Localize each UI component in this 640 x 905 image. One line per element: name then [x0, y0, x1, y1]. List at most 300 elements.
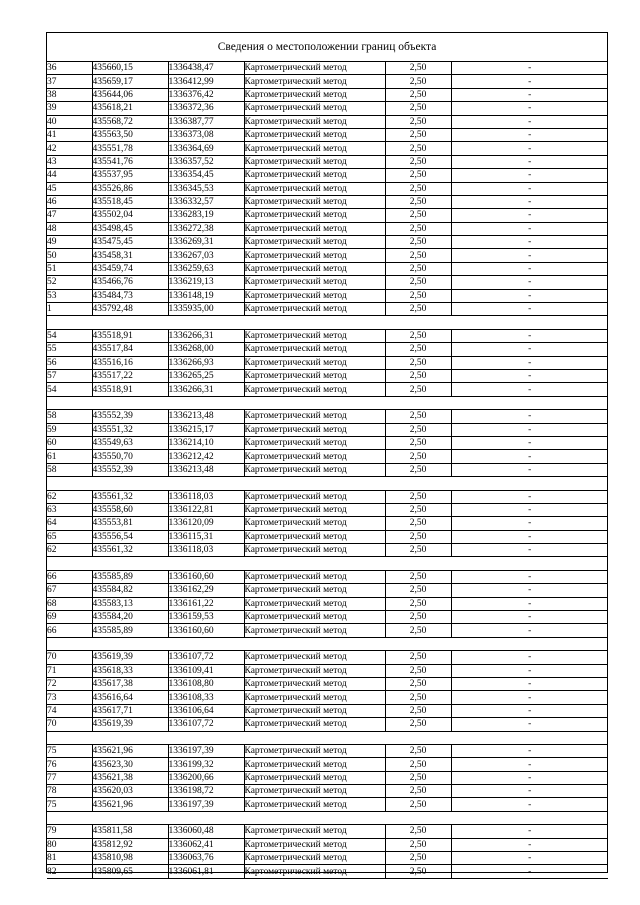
table-row	[47, 838, 608, 851]
coord-y-cell: 1336108,33	[168, 691, 244, 704]
error-value-cell: 2,50	[385, 303, 451, 316]
description-cell: -	[451, 651, 608, 664]
error-value-cell: 2,50	[385, 611, 451, 624]
description-cell: -	[451, 343, 608, 356]
point-number-cell: 42	[47, 142, 92, 155]
error-value-cell: 2,50	[385, 584, 451, 597]
error-value-cell: 2,50	[385, 236, 451, 249]
coord-y-cell: 1336197,39	[168, 798, 244, 811]
coord-x-cell: 435553,81	[92, 517, 168, 530]
description-cell: -	[451, 128, 608, 141]
method-cell: Картометрический метод	[244, 490, 385, 503]
method-cell: Картометрический метод	[244, 182, 385, 195]
method-cell: Картометрический метод	[244, 102, 385, 115]
point-number-cell: 58	[47, 463, 92, 476]
method-cell: Картометрический метод	[244, 664, 385, 677]
error-value-cell: 2,50	[385, 463, 451, 476]
method-cell: Картометрический метод	[244, 758, 385, 771]
point-number-cell: 70	[47, 718, 92, 731]
coord-x-cell: 435620,03	[92, 785, 168, 798]
description-cell: -	[451, 249, 608, 262]
description-cell: -	[451, 222, 608, 235]
point-number-cell: 43	[47, 155, 92, 168]
table-row	[47, 195, 608, 208]
error-value-cell: 2,50	[385, 343, 451, 356]
coord-y-cell: 1336219,13	[168, 276, 244, 289]
table-row	[47, 597, 608, 610]
table-row	[47, 142, 608, 155]
table-row	[47, 758, 608, 771]
table-row	[47, 410, 608, 423]
separator-cell	[47, 316, 608, 329]
error-value-cell: 2,50	[385, 195, 451, 208]
coord-x-cell: 435466,76	[92, 276, 168, 289]
table-row	[47, 450, 608, 463]
coord-x-cell: 435617,71	[92, 704, 168, 717]
table-row	[47, 249, 608, 262]
coord-y-cell: 1336118,03	[168, 490, 244, 503]
point-number-cell: 40	[47, 115, 92, 128]
error-value-cell: 2,50	[385, 718, 451, 731]
coord-y-cell: 1336107,72	[168, 651, 244, 664]
group-separator-row	[47, 731, 608, 744]
method-cell: Картометрический метод	[244, 276, 385, 289]
method-cell: Картометрический метод	[244, 744, 385, 757]
table-row	[47, 825, 608, 838]
point-number-cell: 38	[47, 88, 92, 101]
point-number-cell: 50	[47, 249, 92, 262]
description-cell: -	[451, 142, 608, 155]
coord-y-cell: 1336268,00	[168, 343, 244, 356]
point-number-cell: 39	[47, 102, 92, 115]
error-value-cell: 2,50	[385, 276, 451, 289]
point-number-cell: 45	[47, 182, 92, 195]
coord-y-cell: 1336118,03	[168, 544, 244, 557]
method-cell: Картометрический метод	[244, 369, 385, 382]
separator-cell	[47, 557, 608, 570]
coord-y-cell: 1336412,99	[168, 75, 244, 88]
point-number-cell: 58	[47, 410, 92, 423]
coord-y-cell: 1336161,22	[168, 597, 244, 610]
method-cell: Картометрический метод	[244, 249, 385, 262]
group-separator-row	[47, 316, 608, 329]
table-row	[47, 852, 608, 865]
table-row	[47, 611, 608, 624]
table-row	[47, 691, 608, 704]
table-row	[47, 289, 608, 302]
description-cell: -	[451, 744, 608, 757]
coord-x-cell: 435502,04	[92, 209, 168, 222]
coord-y-cell: 1336120,09	[168, 517, 244, 530]
error-value-cell: 2,50	[385, 289, 451, 302]
method-cell: Картометрический метод	[244, 530, 385, 543]
method-cell: Картометрический метод	[244, 611, 385, 624]
method-cell: Картометрический метод	[244, 450, 385, 463]
error-value-cell: 2,50	[385, 852, 451, 865]
coord-y-cell: 1336373,08	[168, 128, 244, 141]
description-cell: -	[451, 624, 608, 637]
point-number-cell: 36	[47, 62, 92, 75]
point-number-cell: 55	[47, 343, 92, 356]
coord-y-cell: 1336160,60	[168, 570, 244, 583]
coord-x-cell: 435518,91	[92, 383, 168, 396]
coord-y-cell: 1336160,60	[168, 624, 244, 637]
coord-x-cell: 435617,38	[92, 677, 168, 690]
method-cell: Картометрический метод	[244, 570, 385, 583]
coord-x-cell: 435551,78	[92, 142, 168, 155]
error-value-cell: 2,50	[385, 503, 451, 516]
method-cell: Картометрический метод	[244, 383, 385, 396]
table-row	[47, 303, 608, 316]
error-value-cell: 2,50	[385, 691, 451, 704]
point-number-cell: 37	[47, 75, 92, 88]
coord-y-cell: 1336122,81	[168, 503, 244, 516]
point-number-cell: 63	[47, 503, 92, 516]
point-number-cell: 62	[47, 490, 92, 503]
method-cell: Картометрический метод	[244, 142, 385, 155]
method-cell: Картометрический метод	[244, 865, 385, 878]
method-cell: Картометрический метод	[244, 852, 385, 865]
error-value-cell: 2,50	[385, 383, 451, 396]
error-value-cell: 2,50	[385, 624, 451, 637]
point-number-cell: 52	[47, 276, 92, 289]
description-cell: -	[451, 584, 608, 597]
table-row	[47, 262, 608, 275]
table-row	[47, 744, 608, 757]
table-row	[47, 369, 608, 382]
method-cell: Картометрический метод	[244, 838, 385, 851]
point-number-cell: 48	[47, 222, 92, 235]
point-number-cell: 64	[47, 517, 92, 530]
coord-y-cell: 1336109,41	[168, 664, 244, 677]
error-value-cell: 2,50	[385, 838, 451, 851]
point-number-cell: 75	[47, 744, 92, 757]
point-number-cell: 53	[47, 289, 92, 302]
coord-y-cell: 1336354,45	[168, 169, 244, 182]
method-cell: Картометрический метод	[244, 329, 385, 342]
coord-x-cell: 435659,17	[92, 75, 168, 88]
coord-x-cell: 435812,92	[92, 838, 168, 851]
point-number-cell: 59	[47, 423, 92, 436]
point-number-cell: 54	[47, 329, 92, 342]
point-number-cell: 61	[47, 450, 92, 463]
description-cell: -	[451, 597, 608, 610]
table-row	[47, 436, 608, 449]
table-row	[47, 169, 608, 182]
method-cell: Картометрический метод	[244, 62, 385, 75]
point-number-cell: 1	[47, 303, 92, 316]
method-cell: Картометрический метод	[244, 436, 385, 449]
description-cell: -	[451, 718, 608, 731]
description-cell: -	[451, 195, 608, 208]
method-cell: Картометрический метод	[244, 128, 385, 141]
coord-x-cell: 435561,32	[92, 490, 168, 503]
coord-x-cell: 435585,89	[92, 624, 168, 637]
table-row	[47, 115, 608, 128]
table-row	[47, 236, 608, 249]
coord-y-cell: 1336108,80	[168, 677, 244, 690]
coord-x-cell: 435552,39	[92, 463, 168, 476]
error-value-cell: 2,50	[385, 262, 451, 275]
coord-x-cell: 435584,20	[92, 611, 168, 624]
coord-x-cell: 435552,39	[92, 410, 168, 423]
description-cell: -	[451, 517, 608, 530]
method-cell: Картометрический метод	[244, 503, 385, 516]
method-cell: Картометрический метод	[244, 410, 385, 423]
error-value-cell: 2,50	[385, 798, 451, 811]
point-number-cell: 73	[47, 691, 92, 704]
table-row	[47, 62, 608, 75]
error-value-cell: 2,50	[385, 771, 451, 784]
error-value-cell: 2,50	[385, 209, 451, 222]
point-number-cell: 51	[47, 262, 92, 275]
coord-y-cell: 1336266,31	[168, 329, 244, 342]
point-number-cell: 79	[47, 825, 92, 838]
method-cell: Картометрический метод	[244, 169, 385, 182]
error-value-cell: 2,50	[385, 142, 451, 155]
description-cell: -	[451, 102, 608, 115]
error-value-cell: 2,50	[385, 356, 451, 369]
coord-y-cell: 1336345,53	[168, 182, 244, 195]
document-frame	[46, 32, 608, 877]
method-cell: Картометрический метод	[244, 262, 385, 275]
error-value-cell: 2,50	[385, 785, 451, 798]
error-value-cell: 2,50	[385, 62, 451, 75]
description-cell: -	[451, 825, 608, 838]
description-cell: -	[451, 356, 608, 369]
coord-x-cell: 435459,74	[92, 262, 168, 275]
point-number-cell: 47	[47, 209, 92, 222]
table-row	[47, 155, 608, 168]
error-value-cell: 2,50	[385, 490, 451, 503]
description-cell: -	[451, 75, 608, 88]
coord-x-cell: 435558,60	[92, 503, 168, 516]
description-cell: -	[451, 209, 608, 222]
point-number-cell: 57	[47, 369, 92, 382]
error-value-cell: 2,50	[385, 102, 451, 115]
description-cell: -	[451, 463, 608, 476]
description-cell: -	[451, 503, 608, 516]
coord-x-cell: 435550,70	[92, 450, 168, 463]
description-cell: -	[451, 289, 608, 302]
method-cell: Картометрический метод	[244, 88, 385, 101]
method-cell: Картометрический метод	[244, 771, 385, 784]
error-value-cell: 2,50	[385, 436, 451, 449]
description-cell: -	[451, 611, 608, 624]
coord-x-cell: 435526,86	[92, 182, 168, 195]
error-value-cell: 2,50	[385, 530, 451, 543]
description-cell: -	[451, 423, 608, 436]
coord-x-cell: 435810,98	[92, 852, 168, 865]
point-number-cell: 82	[47, 865, 92, 878]
error-value-cell: 2,50	[385, 182, 451, 195]
description-cell: -	[451, 329, 608, 342]
coord-y-cell: 1336283,19	[168, 209, 244, 222]
point-number-cell: 74	[47, 704, 92, 717]
table-row	[47, 383, 608, 396]
description-cell: -	[451, 691, 608, 704]
point-number-cell: 77	[47, 771, 92, 784]
table-row	[47, 276, 608, 289]
separator-cell	[47, 811, 608, 824]
error-value-cell: 2,50	[385, 570, 451, 583]
table-row	[47, 343, 608, 356]
coord-y-cell: 1336259,63	[168, 262, 244, 275]
coord-x-cell: 435618,21	[92, 102, 168, 115]
separator-cell	[47, 396, 608, 409]
method-cell: Картометрический метод	[244, 423, 385, 436]
coord-x-cell: 435583,13	[92, 597, 168, 610]
description-cell: -	[451, 852, 608, 865]
coord-y-cell: 1336267,03	[168, 249, 244, 262]
description-cell: -	[451, 410, 608, 423]
error-value-cell: 2,50	[385, 369, 451, 382]
method-cell: Картометрический метод	[244, 704, 385, 717]
group-separator-row	[47, 811, 608, 824]
method-cell: Картометрический метод	[244, 463, 385, 476]
coord-y-cell: 1336357,52	[168, 155, 244, 168]
coord-x-cell: 435619,39	[92, 651, 168, 664]
method-cell: Картометрический метод	[244, 624, 385, 637]
error-value-cell: 2,50	[385, 75, 451, 88]
error-value-cell: 2,50	[385, 825, 451, 838]
method-cell: Картометрический метод	[244, 209, 385, 222]
table-row	[47, 624, 608, 637]
point-number-cell: 46	[47, 195, 92, 208]
coord-y-cell: 1336213,48	[168, 410, 244, 423]
group-separator-row	[47, 557, 608, 570]
description-cell: -	[451, 664, 608, 677]
coord-y-cell: 1336197,39	[168, 744, 244, 757]
point-number-cell: 60	[47, 436, 92, 449]
description-cell: -	[451, 62, 608, 75]
description-cell: -	[451, 570, 608, 583]
coord-y-cell: 1336213,48	[168, 463, 244, 476]
error-value-cell: 2,50	[385, 423, 451, 436]
coord-y-cell: 1336107,72	[168, 718, 244, 731]
table-row	[47, 677, 608, 690]
coord-x-cell: 435585,89	[92, 570, 168, 583]
point-number-cell: 68	[47, 597, 92, 610]
description-cell: -	[451, 262, 608, 275]
coord-y-cell: 1336198,72	[168, 785, 244, 798]
coord-x-cell: 435516,16	[92, 356, 168, 369]
method-cell: Картометрический метод	[244, 195, 385, 208]
point-number-cell: 70	[47, 651, 92, 664]
point-number-cell: 71	[47, 664, 92, 677]
description-cell: -	[451, 758, 608, 771]
point-number-cell: 81	[47, 852, 92, 865]
table-row	[47, 75, 608, 88]
point-number-cell: 41	[47, 128, 92, 141]
coord-x-cell: 435517,22	[92, 369, 168, 382]
table-row	[47, 865, 608, 878]
table-row	[47, 356, 608, 369]
table-row	[47, 463, 608, 476]
description-cell: -	[451, 115, 608, 128]
coord-y-cell: 1336159,53	[168, 611, 244, 624]
description-cell: -	[451, 544, 608, 557]
table-row	[47, 222, 608, 235]
table-row	[47, 209, 608, 222]
method-cell: Картометрический метод	[244, 691, 385, 704]
group-separator-row	[47, 637, 608, 650]
coord-y-cell: 1336265,25	[168, 369, 244, 382]
coord-y-cell: 1336106,64	[168, 704, 244, 717]
coord-x-cell: 435498,45	[92, 222, 168, 235]
table-row	[47, 704, 608, 717]
coord-y-cell: 1336148,19	[168, 289, 244, 302]
page-title: Сведения о местоположении границ объекта	[47, 33, 607, 62]
description-cell: -	[451, 798, 608, 811]
error-value-cell: 2,50	[385, 704, 451, 717]
error-value-cell: 2,50	[385, 450, 451, 463]
coord-x-cell: 435561,32	[92, 544, 168, 557]
error-value-cell: 2,50	[385, 651, 451, 664]
table-row	[47, 329, 608, 342]
table-row	[47, 584, 608, 597]
method-cell: Картометрический метод	[244, 115, 385, 128]
separator-cell	[47, 731, 608, 744]
method-cell: Картометрический метод	[244, 584, 385, 597]
coord-x-cell: 435458,31	[92, 249, 168, 262]
description-cell: -	[451, 704, 608, 717]
description-cell: -	[451, 236, 608, 249]
table-row	[47, 771, 608, 784]
error-value-cell: 2,50	[385, 865, 451, 878]
method-cell: Картометрический метод	[244, 785, 385, 798]
coord-x-cell: 435619,39	[92, 718, 168, 731]
coord-y-cell: 1336212,42	[168, 450, 244, 463]
error-value-cell: 2,50	[385, 88, 451, 101]
description-cell: -	[451, 530, 608, 543]
point-number-cell: 66	[47, 624, 92, 637]
error-value-cell: 2,50	[385, 664, 451, 677]
coord-x-cell: 435660,15	[92, 62, 168, 75]
coord-y-cell: 1336215,17	[168, 423, 244, 436]
separator-cell	[47, 477, 608, 490]
table-row	[47, 785, 608, 798]
method-cell: Картометрический метод	[244, 289, 385, 302]
error-value-cell: 2,50	[385, 329, 451, 342]
coord-x-cell: 435556,54	[92, 530, 168, 543]
error-value-cell: 2,50	[385, 410, 451, 423]
method-cell: Картометрический метод	[244, 544, 385, 557]
coord-y-cell: 1336387,77	[168, 115, 244, 128]
method-cell: Картометрический метод	[244, 597, 385, 610]
coord-y-cell: 1336272,38	[168, 222, 244, 235]
coord-y-cell: 1336376,42	[168, 88, 244, 101]
table-row	[47, 423, 608, 436]
description-cell: -	[451, 490, 608, 503]
point-number-cell: 78	[47, 785, 92, 798]
description-cell: -	[451, 155, 608, 168]
error-value-cell: 2,50	[385, 744, 451, 757]
coord-x-cell: 435621,96	[92, 744, 168, 757]
table-row	[47, 503, 608, 516]
coord-x-cell: 435792,48	[92, 303, 168, 316]
method-cell: Картометрический метод	[244, 155, 385, 168]
coord-y-cell: 1336061,81	[168, 865, 244, 878]
description-cell: -	[451, 865, 608, 878]
coord-x-cell: 435541,76	[92, 155, 168, 168]
method-cell: Картометрический метод	[244, 343, 385, 356]
description-cell: -	[451, 771, 608, 784]
error-value-cell: 2,50	[385, 249, 451, 262]
coord-y-cell: 1336269,31	[168, 236, 244, 249]
coord-y-cell: 1335935,00	[168, 303, 244, 316]
coord-x-cell: 435517,84	[92, 343, 168, 356]
